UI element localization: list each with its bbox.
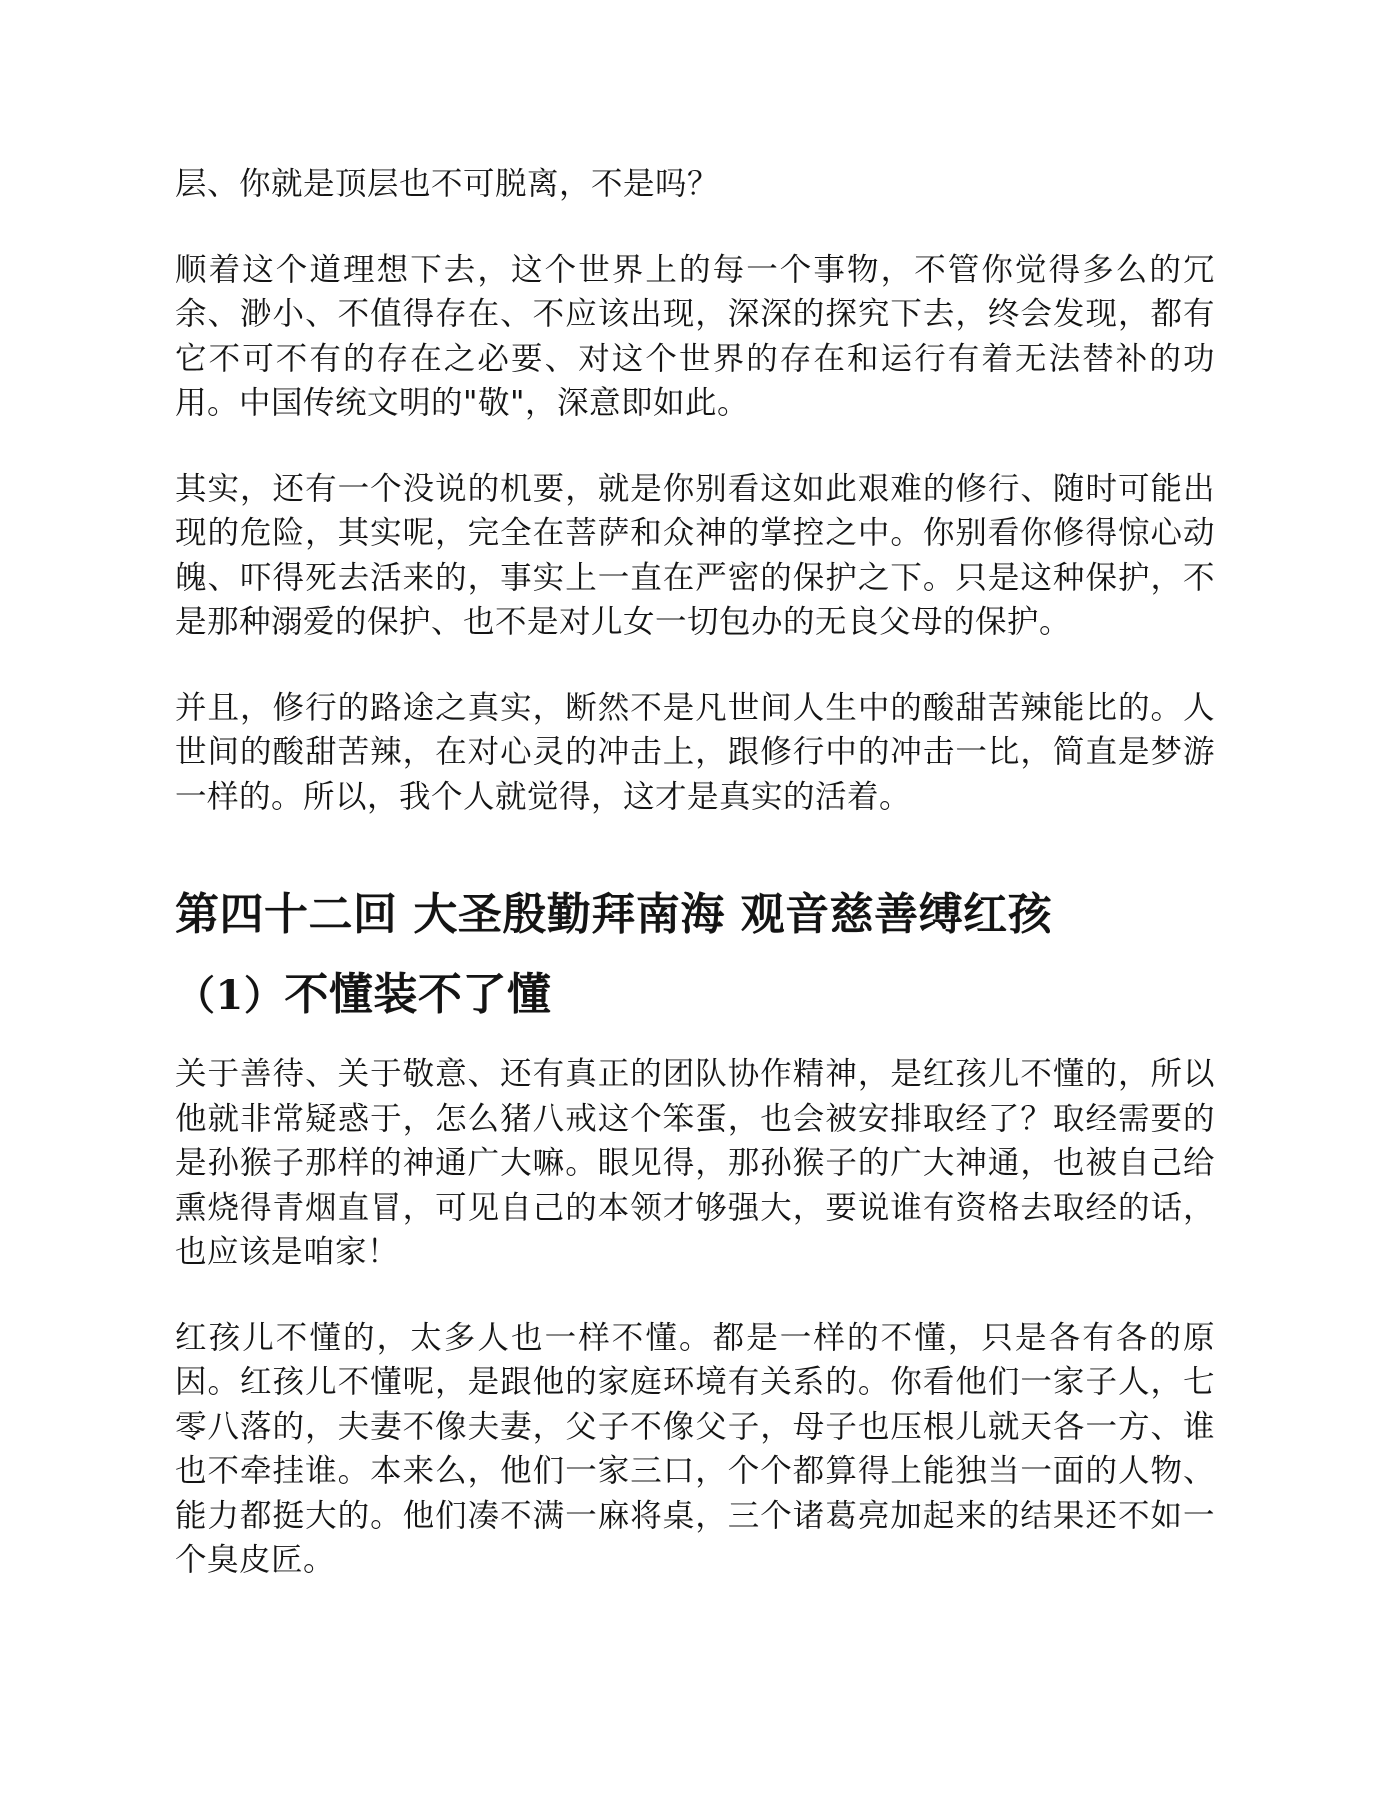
paragraph-red-boy-confusion: 关于善待、关于敬意、还有真正的团队协作精神，是红孩儿不懂的，所以他就非常疑惑于，怎么猪八戒这个笨蛋，也会被安排取经了？取经需要的是孙猴子那样的神通广大嘛。眼见得，那孙猴子的广大神通，也被自己给熏烧得青烟直冒，可见自己的本领才够强大，要说谁有资格去取经的话，也应该是咱家！ bbox=[175, 1056, 1215, 1270]
section-heading bbox=[175, 967, 1215, 1024]
paragraph-protection: 其实，还有一个没说的机要，就是你别看这如此艰难的修行、随时可能出现的危险，其实呢，完全在菩萨和众神的掌控之中。你别看你修得惊心动魄、吓得死去活来的，事实上一直在严密的保护之下。只是这种保护，不是那种溺爱的保护、也不是对儿女一切包办的无良父母的保护。 bbox=[175, 470, 1215, 640]
paragraph-red-boy-family: 红孩儿不懂的，太多人也一样不懂。都是一样的不懂，只是各有各的原因。红孩儿不懂呢，是跟他的家庭环境有关系的。你看他们一家子人，七零八落的，夫妻不像夫妻，父子不像父子，母子也压根儿就天各一方、谁也不牵挂谁。本来么，他们一家三口，个个都算得上能独当一面的人物、能力都挺大的。他们凑不满一麻将桌，三个诸葛亮加起来的结果还不如一个臭皮匠。 bbox=[175, 1319, 1215, 1578]
section-title: 不懂装不了懂 bbox=[284, 969, 552, 1020]
document-page bbox=[175, 162, 1215, 1583]
section-number: （1） bbox=[175, 972, 285, 1019]
chapter-title: 第四十二回 大圣殷勤拜南海 观音慈善缚红孩 bbox=[175, 889, 1053, 940]
paragraph-true-living: 并且，修行的路途之真实，断然不是凡世间人生中的酸甜苦辣能比的。人世间的酸甜苦辣，在对心灵的冲击上，跟修行中的冲击一比，简直是梦游一样的。所以，我个人就觉得，这才是真实的活着。 bbox=[175, 689, 1215, 815]
paragraph-respect: 顺着这个道理想下去，这个世界上的每一个事物，不管你觉得多么的冗余、渺小、不值得存在、不应该出现，深深的探究下去，终会发现，都有它不可不有的存在之必要、对这个世界的存在和运行有着无法替补的功用。中国传统文明的"敬"，深意即如此。 bbox=[175, 251, 1215, 421]
paragraph-continued: 层、你就是顶层也不可脱离，不是吗？ bbox=[175, 166, 720, 202]
